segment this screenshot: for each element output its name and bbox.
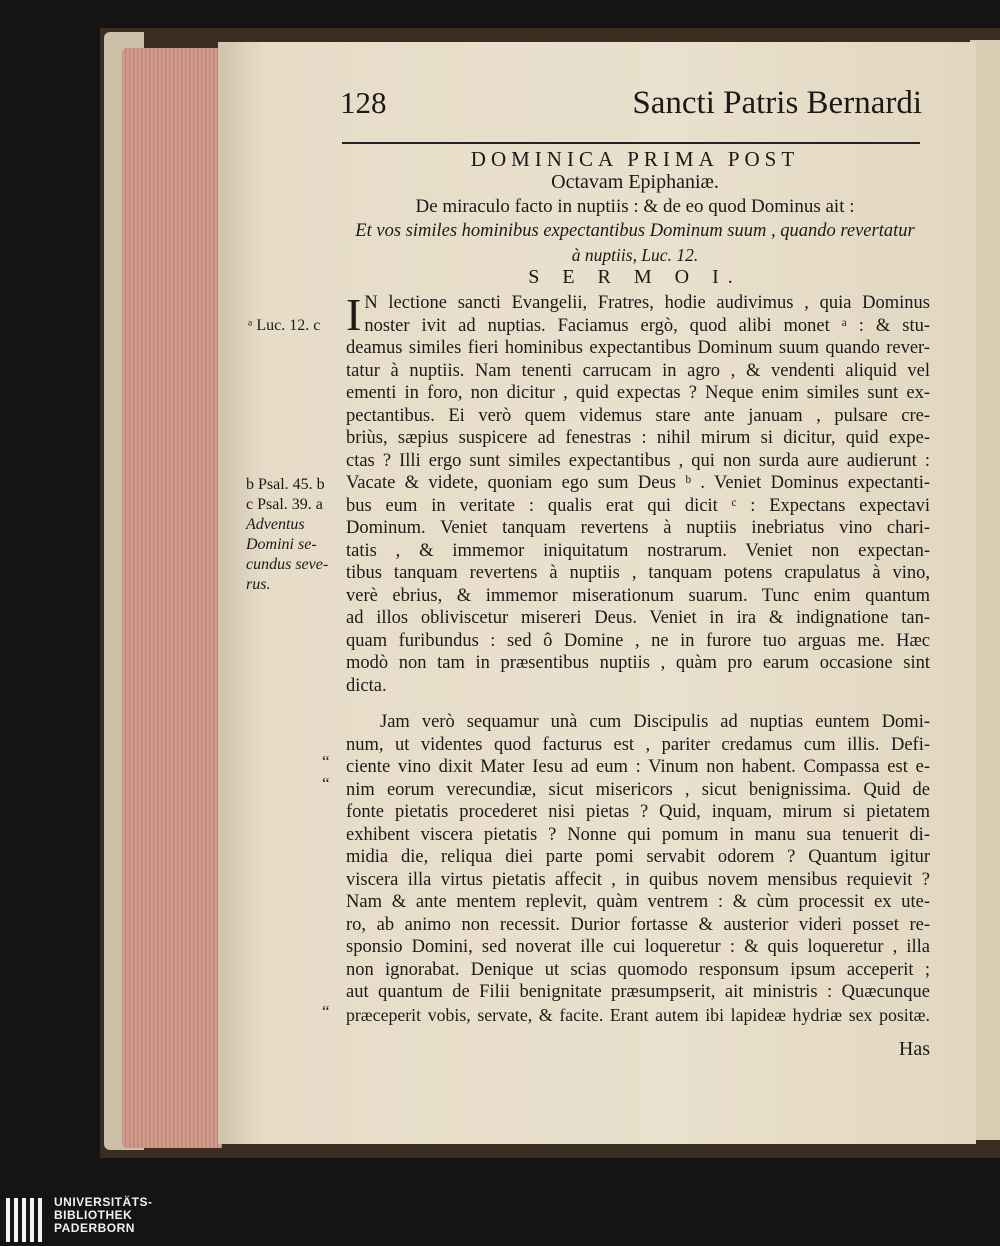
text-line: ciente vino dixit Mater Iesu ad eum : Vinum non habent. Compassa est e- — [346, 757, 930, 777]
text-line: exhibent viscera pietatis ? Nonne qui pomum in manu sua tenuerit di- — [346, 824, 930, 845]
page-number: 128 — [340, 85, 387, 120]
page-edges — [122, 48, 222, 1148]
text-line: tatis , & immemor iniquitatum nostrarum. Veniet non expectan- — [346, 540, 930, 561]
text-line: verè ebrius, & immemor miserationum suarum. Tunc enim quantum — [346, 585, 930, 606]
text-line: noster ivit ad nuptias. Faciamus ergò, quod alibi monet ᵃ : & stu- — [364, 315, 930, 336]
margin-note: c Psal. 39. a — [246, 496, 323, 513]
quote-mark: “ — [322, 1002, 330, 1021]
drop-cap: I — [346, 289, 362, 340]
text-line: non ignorabat. Denique ut scias quomodo responsum ipsum acceperit ; — [346, 959, 930, 980]
text-line: N lectione sancti Evangelii, Fratres, hodie audivimus , quia Dominus — [364, 293, 930, 313]
paragraph-1 — [346, 289, 930, 697]
heading-line-5: à nuptiis, Luc. 12. — [571, 245, 699, 265]
text-line: aut quantum de Filii benignitate præsumpserit, ait ministris : Quæcunque — [346, 982, 930, 1002]
text-line: Dominum. Veniet tanquam revertens à nuptiis inebriatus vino chari- — [346, 518, 930, 538]
text-line: ementi in foro, non dicitur , quid expectas ? Neque enim similes sunt ex- — [346, 383, 930, 403]
text-line: dicta. — [346, 675, 387, 696]
header-rule — [342, 142, 920, 144]
margin-note: Domini se- — [246, 536, 317, 553]
text-line: nim eorum verecundiæ, sicut misericors , sicut benignissima. Quid de — [346, 779, 930, 800]
text-line: tatur à nuptiis. Nam tenenti carrucam in agro , & vendenti aliquid vel — [346, 360, 930, 381]
margin-note: Adventus — [246, 516, 305, 533]
library-name — [54, 1196, 153, 1235]
library-name-line: UNIVERSITÄTS- — [54, 1195, 153, 1209]
text-line: Jam verò sequamur unà cum Discipulis ad nuptias euntem Domi- — [380, 712, 930, 732]
margin-note: rus. — [246, 576, 271, 593]
margin-note: ᵃ Luc. 12. c — [248, 317, 321, 334]
margin-notes-block — [246, 475, 346, 595]
library-name-line: PADERBORN — [54, 1221, 135, 1235]
text-line: quam furibundus : sed ô Domine , ne in furore tuo arguas me. Hæc — [346, 630, 930, 651]
margin-note: cundus seve- — [246, 556, 329, 573]
text-line: bus eum in veritate : qualis erat qui dicit ᶜ : Expectans expectavi — [346, 495, 930, 516]
text-line: ro, ab animo non recessit. Durior fortasse & austerior videri posset re- — [346, 914, 930, 935]
text-line: ad illos obliviscetur misereri Deus. Veniet in ira & indignatione tan- — [346, 608, 930, 628]
text-line: modò non tam in præsentibus nuptiis , quàm pro earum occasione sint — [346, 653, 930, 673]
text-line: fonte pietatis procederet nisi pietas ? Quid, inquam, mirum si pietatem — [346, 802, 930, 822]
heading-line-3: De miraculo facto in nuptiis : & de eo quod Dominus ait : — [415, 196, 855, 217]
running-title: Sancti Patris Bernardi — [632, 85, 922, 121]
page-header — [340, 85, 930, 135]
margin-note: b Psal. 45. b — [246, 476, 325, 493]
text-line: briùs, sæpius suspicere ad fenestras : nihil mirum si dicitur, quid expe- — [346, 428, 930, 448]
text-line: Vacate & videte, quoniam ego sum Deus ᵇ . Veniet Dominus expectanti- — [346, 473, 930, 493]
catchword: Has — [898, 1038, 930, 1060]
text-line: pectantibus. Ei verò quem videmus stare ante januam , pulsare cre- — [346, 405, 930, 426]
text-line: præceperit vobis, servate, & facite. Erant autem ibi lapideæ hydriæ sex positæ. — [346, 1004, 930, 1025]
text-line: sponsio Domini, sed noverat ille cui loqueretur : & quis loqueretur , illa — [346, 937, 930, 957]
quote-mark: “ — [322, 774, 330, 793]
text-line: tibus tanquam revertens à nuptiis , tanquam potens crapulatus à vino, — [346, 563, 930, 583]
text-line: num, ut videntes quod facturus est , pariter credamus cum illis. Defi- — [346, 734, 930, 755]
paragraph-2 — [346, 711, 930, 1026]
heading-line-2: Octavam Epiphaniæ. — [551, 171, 719, 193]
heading-line-1: DOMINICA PRIMA POST — [470, 147, 800, 171]
text-line: Nam & ante mentem replevit, quàm ventrem : & cùm processit ex ute- — [346, 892, 930, 912]
sermo-title: S E R M O I. — [528, 266, 742, 288]
text-line: viscera illa virtus pietatis affecit , in quibus novem mensibus requievit ? — [346, 869, 930, 890]
quote-mark: “ — [322, 752, 330, 771]
library-name-line: BIBLIOTHEK — [54, 1208, 133, 1222]
text-line: deamus similes fieri hominibus expectantibus Dominum suum quando rever- — [346, 338, 930, 358]
text-line: ctas ? Illi ergo sunt similes expectantibus , qui non surda aure audierunt : — [346, 450, 930, 471]
library-logo-icon — [4, 1196, 48, 1244]
text-line: midia die, reliqua diei parte pomi servabit odorem ? Quantum igitur — [346, 847, 930, 867]
heading-line-4: Et vos similes hominibus expectantibus Dominum suum , quando revertatur — [355, 221, 915, 241]
